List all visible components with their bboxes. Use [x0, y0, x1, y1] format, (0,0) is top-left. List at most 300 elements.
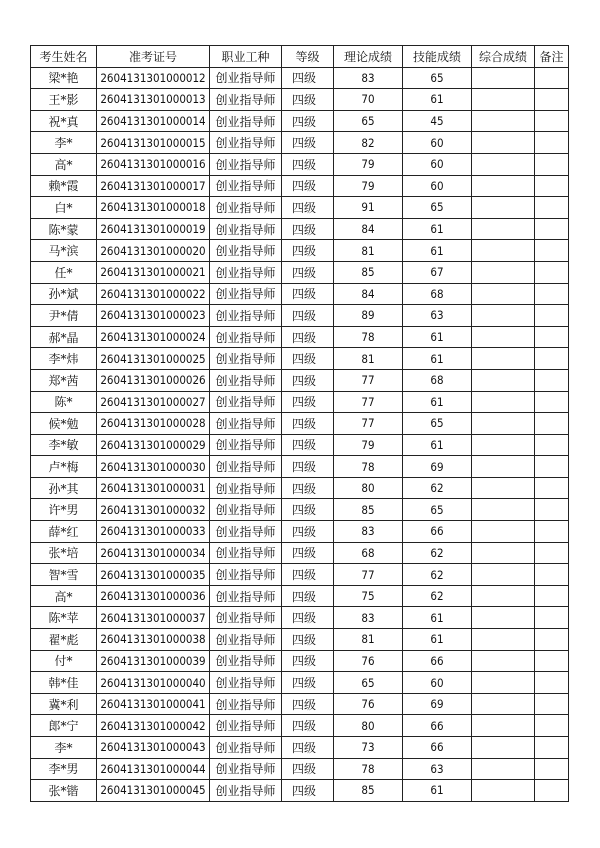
cell-remark: [535, 413, 569, 435]
cell-exam-id: 2604131301000016: [97, 153, 210, 175]
cell-name: 张*培: [31, 542, 97, 564]
cell-total-score: [472, 153, 535, 175]
cell-exam-id: 2604131301000039: [97, 650, 210, 672]
cell-skill-score: 68: [403, 283, 472, 305]
cell-remark: [535, 564, 569, 586]
cell-exam-id: 2604131301000015: [97, 132, 210, 154]
cell-name: 孙*其: [31, 477, 97, 499]
header-row: [31, 46, 569, 68]
cell-level: 四级: [282, 67, 334, 89]
cell-total-score: [472, 391, 535, 413]
cell-theory-score: 76: [334, 650, 403, 672]
cell-skill-score: 60: [403, 132, 472, 154]
cell-skill-score: 62: [403, 542, 472, 564]
header-name: 考生姓名: [31, 46, 97, 68]
cell-job: 创业指导师: [210, 434, 282, 456]
cell-exam-id: 2604131301000030: [97, 456, 210, 478]
cell-exam-id: 2604131301000026: [97, 369, 210, 391]
cell-name: 韩*佳: [31, 672, 97, 694]
table-row: [31, 780, 569, 802]
cell-skill-score: 61: [403, 326, 472, 348]
table-row: [31, 477, 569, 499]
cell-total-score: [472, 542, 535, 564]
cell-remark: [535, 650, 569, 672]
cell-remark: [535, 67, 569, 89]
cell-level: 四级: [282, 607, 334, 629]
cell-job: 创业指导师: [210, 585, 282, 607]
cell-job: 创业指导师: [210, 715, 282, 737]
table-row: [31, 175, 569, 197]
cell-skill-score: 63: [403, 305, 472, 327]
table-row: [31, 110, 569, 132]
cell-name: 李*男: [31, 758, 97, 780]
table-row: [31, 218, 569, 240]
cell-theory-score: 81: [334, 629, 403, 651]
cell-theory-score: 77: [334, 391, 403, 413]
table-row: [31, 715, 569, 737]
cell-exam-id: 2604131301000040: [97, 672, 210, 694]
cell-skill-score: 62: [403, 477, 472, 499]
cell-total-score: [472, 715, 535, 737]
cell-job: 创业指导师: [210, 780, 282, 802]
cell-level: 四级: [282, 197, 334, 219]
cell-level: 四级: [282, 542, 334, 564]
cell-skill-score: 61: [403, 218, 472, 240]
cell-remark: [535, 629, 569, 651]
cell-theory-score: 84: [334, 283, 403, 305]
cell-theory-score: 89: [334, 305, 403, 327]
cell-exam-id: 2604131301000013: [97, 89, 210, 111]
cell-total-score: [472, 456, 535, 478]
cell-exam-id: 2604131301000031: [97, 477, 210, 499]
cell-job: 创业指导师: [210, 672, 282, 694]
cell-remark: [535, 672, 569, 694]
cell-skill-score: 66: [403, 650, 472, 672]
cell-theory-score: 77: [334, 369, 403, 391]
cell-name: 智*雪: [31, 564, 97, 586]
cell-exam-id: 2604131301000012: [97, 67, 210, 89]
header-total: 综合成绩: [472, 46, 535, 68]
cell-exam-id: 2604131301000022: [97, 283, 210, 305]
cell-job: 创业指导师: [210, 629, 282, 651]
cell-skill-score: 68: [403, 369, 472, 391]
cell-name: 薛*红: [31, 521, 97, 543]
cell-exam-id: 2604131301000038: [97, 629, 210, 651]
cell-skill-score: 60: [403, 672, 472, 694]
cell-job: 创业指导师: [210, 693, 282, 715]
cell-level: 四级: [282, 348, 334, 370]
cell-name: 许*男: [31, 499, 97, 521]
table-row: [31, 758, 569, 780]
cell-remark: [535, 348, 569, 370]
cell-total-score: [472, 780, 535, 802]
cell-skill-score: 65: [403, 67, 472, 89]
cell-job: 创业指导师: [210, 413, 282, 435]
cell-skill-score: 65: [403, 499, 472, 521]
cell-level: 四级: [282, 261, 334, 283]
cell-skill-score: 67: [403, 261, 472, 283]
cell-skill-score: 66: [403, 737, 472, 759]
cell-remark: [535, 218, 569, 240]
cell-theory-score: 83: [334, 67, 403, 89]
score-table: [30, 45, 569, 802]
cell-exam-id: 2604131301000025: [97, 348, 210, 370]
table-row: [31, 283, 569, 305]
cell-skill-score: 66: [403, 521, 472, 543]
cell-level: 四级: [282, 413, 334, 435]
table-row: [31, 564, 569, 586]
table-row: [31, 348, 569, 370]
cell-level: 四级: [282, 89, 334, 111]
cell-remark: [535, 153, 569, 175]
table-row: [31, 672, 569, 694]
cell-remark: [535, 283, 569, 305]
cell-level: 四级: [282, 499, 334, 521]
table-row: [31, 629, 569, 651]
cell-skill-score: 61: [403, 780, 472, 802]
table-row: [31, 240, 569, 262]
cell-remark: [535, 780, 569, 802]
cell-job: 创业指导师: [210, 132, 282, 154]
cell-remark: [535, 456, 569, 478]
cell-level: 四级: [282, 629, 334, 651]
cell-theory-score: 81: [334, 348, 403, 370]
cell-total-score: [472, 477, 535, 499]
cell-level: 四级: [282, 391, 334, 413]
cell-total-score: [472, 348, 535, 370]
cell-skill-score: 61: [403, 434, 472, 456]
cell-total-score: [472, 413, 535, 435]
cell-exam-id: 2604131301000020: [97, 240, 210, 262]
cell-level: 四级: [282, 672, 334, 694]
cell-level: 四级: [282, 564, 334, 586]
cell-remark: [535, 585, 569, 607]
cell-name: 赖*霞: [31, 175, 97, 197]
cell-exam-id: 2604131301000043: [97, 737, 210, 759]
table-row: [31, 132, 569, 154]
cell-skill-score: 69: [403, 693, 472, 715]
cell-name: 冀*利: [31, 693, 97, 715]
table-row: [31, 650, 569, 672]
cell-name: 郝*晶: [31, 326, 97, 348]
cell-job: 创业指导师: [210, 218, 282, 240]
cell-job: 创业指导师: [210, 89, 282, 111]
cell-level: 四级: [282, 715, 334, 737]
cell-name: 孙*斌: [31, 283, 97, 305]
cell-skill-score: 60: [403, 153, 472, 175]
cell-remark: [535, 521, 569, 543]
cell-name: 陈*蒙: [31, 218, 97, 240]
cell-name: 李*: [31, 737, 97, 759]
cell-theory-score: 91: [334, 197, 403, 219]
cell-name: 马*滨: [31, 240, 97, 262]
cell-level: 四级: [282, 585, 334, 607]
cell-total-score: [472, 672, 535, 694]
cell-job: 创业指导师: [210, 521, 282, 543]
cell-total-score: [472, 521, 535, 543]
cell-level: 四级: [282, 153, 334, 175]
cell-theory-score: 76: [334, 693, 403, 715]
cell-total-score: [472, 110, 535, 132]
cell-job: 创业指导师: [210, 650, 282, 672]
cell-name: 卢*梅: [31, 456, 97, 478]
cell-level: 四级: [282, 175, 334, 197]
cell-total-score: [472, 326, 535, 348]
cell-total-score: [472, 218, 535, 240]
cell-remark: [535, 197, 569, 219]
cell-level: 四级: [282, 758, 334, 780]
cell-total-score: [472, 283, 535, 305]
cell-level: 四级: [282, 456, 334, 478]
cell-skill-score: 61: [403, 391, 472, 413]
cell-total-score: [472, 89, 535, 111]
cell-theory-score: 82: [334, 132, 403, 154]
cell-theory-score: 70: [334, 89, 403, 111]
cell-remark: [535, 391, 569, 413]
cell-job: 创业指导师: [210, 607, 282, 629]
table-row: [31, 369, 569, 391]
header-theory: 理论成绩: [334, 46, 403, 68]
cell-job: 创业指导师: [210, 240, 282, 262]
cell-name: 王*影: [31, 89, 97, 111]
cell-level: 四级: [282, 369, 334, 391]
cell-name: 高*: [31, 585, 97, 607]
cell-remark: [535, 240, 569, 262]
header-remark: 备注: [535, 46, 569, 68]
table-row: [31, 607, 569, 629]
cell-theory-score: 80: [334, 477, 403, 499]
cell-total-score: [472, 434, 535, 456]
cell-theory-score: 77: [334, 413, 403, 435]
cell-theory-score: 78: [334, 326, 403, 348]
cell-skill-score: 61: [403, 240, 472, 262]
cell-name: 陈*: [31, 391, 97, 413]
cell-job: 创业指导师: [210, 110, 282, 132]
cell-total-score: [472, 737, 535, 759]
cell-total-score: [472, 629, 535, 651]
cell-remark: [535, 477, 569, 499]
table-row: [31, 153, 569, 175]
table-row: [31, 413, 569, 435]
cell-skill-score: 61: [403, 348, 472, 370]
cell-exam-id: 2604131301000024: [97, 326, 210, 348]
cell-level: 四级: [282, 240, 334, 262]
cell-remark: [535, 110, 569, 132]
cell-job: 创业指导师: [210, 175, 282, 197]
table-row: [31, 67, 569, 89]
cell-skill-score: 65: [403, 413, 472, 435]
cell-level: 四级: [282, 110, 334, 132]
cell-name: 张*锴: [31, 780, 97, 802]
cell-name: 祝*真: [31, 110, 97, 132]
cell-total-score: [472, 585, 535, 607]
cell-level: 四级: [282, 305, 334, 327]
cell-total-score: [472, 758, 535, 780]
header-job: 职业工种: [210, 46, 282, 68]
cell-level: 四级: [282, 218, 334, 240]
table-row: [31, 261, 569, 283]
cell-exam-id: 2604131301000027: [97, 391, 210, 413]
cell-theory-score: 78: [334, 456, 403, 478]
cell-remark: [535, 305, 569, 327]
cell-skill-score: 61: [403, 607, 472, 629]
cell-total-score: [472, 564, 535, 586]
cell-exam-id: 2604131301000028: [97, 413, 210, 435]
cell-total-score: [472, 499, 535, 521]
cell-remark: [535, 758, 569, 780]
cell-skill-score: 61: [403, 629, 472, 651]
table-row: [31, 737, 569, 759]
cell-level: 四级: [282, 693, 334, 715]
cell-theory-score: 85: [334, 261, 403, 283]
cell-exam-id: 2604131301000021: [97, 261, 210, 283]
cell-level: 四级: [282, 283, 334, 305]
cell-theory-score: 84: [334, 218, 403, 240]
cell-remark: [535, 326, 569, 348]
cell-skill-score: 61: [403, 89, 472, 111]
cell-exam-id: 2604131301000045: [97, 780, 210, 802]
cell-remark: [535, 607, 569, 629]
cell-exam-id: 2604131301000032: [97, 499, 210, 521]
cell-skill-score: 62: [403, 564, 472, 586]
cell-job: 创业指导师: [210, 261, 282, 283]
cell-skill-score: 45: [403, 110, 472, 132]
cell-remark: [535, 89, 569, 111]
cell-level: 四级: [282, 132, 334, 154]
table-row: [31, 326, 569, 348]
table-row: [31, 391, 569, 413]
table-row: [31, 693, 569, 715]
cell-total-score: [472, 240, 535, 262]
cell-level: 四级: [282, 434, 334, 456]
cell-theory-score: 78: [334, 758, 403, 780]
cell-exam-id: 2604131301000037: [97, 607, 210, 629]
cell-total-score: [472, 261, 535, 283]
cell-theory-score: 79: [334, 153, 403, 175]
table-row: [31, 499, 569, 521]
cell-job: 创业指导师: [210, 197, 282, 219]
cell-name: 李*炜: [31, 348, 97, 370]
header-skill: 技能成绩: [403, 46, 472, 68]
cell-job: 创业指导师: [210, 369, 282, 391]
cell-remark: [535, 737, 569, 759]
cell-theory-score: 85: [334, 780, 403, 802]
cell-name: 尹*倩: [31, 305, 97, 327]
cell-exam-id: 2604131301000018: [97, 197, 210, 219]
cell-job: 创业指导师: [210, 283, 282, 305]
table-row: [31, 89, 569, 111]
cell-theory-score: 68: [334, 542, 403, 564]
cell-name: 翟*彪: [31, 629, 97, 651]
cell-remark: [535, 693, 569, 715]
cell-level: 四级: [282, 780, 334, 802]
cell-remark: [535, 434, 569, 456]
cell-total-score: [472, 175, 535, 197]
cell-theory-score: 73: [334, 737, 403, 759]
cell-exam-id: 2604131301000041: [97, 693, 210, 715]
cell-theory-score: 79: [334, 434, 403, 456]
cell-total-score: [472, 693, 535, 715]
cell-name: 白*: [31, 197, 97, 219]
cell-name: 任*: [31, 261, 97, 283]
cell-job: 创业指导师: [210, 564, 282, 586]
cell-job: 创业指导师: [210, 758, 282, 780]
cell-name: 陈*苹: [31, 607, 97, 629]
cell-name: 高*: [31, 153, 97, 175]
cell-exam-id: 2604131301000029: [97, 434, 210, 456]
cell-job: 创业指导师: [210, 67, 282, 89]
cell-name: 李*: [31, 132, 97, 154]
cell-job: 创业指导师: [210, 348, 282, 370]
cell-remark: [535, 542, 569, 564]
table-row: [31, 542, 569, 564]
header-level: 等级: [282, 46, 334, 68]
table-row: [31, 585, 569, 607]
cell-theory-score: 81: [334, 240, 403, 262]
cell-total-score: [472, 369, 535, 391]
cell-remark: [535, 499, 569, 521]
cell-theory-score: 85: [334, 499, 403, 521]
table-row: [31, 305, 569, 327]
cell-theory-score: 79: [334, 175, 403, 197]
cell-theory-score: 80: [334, 715, 403, 737]
cell-name: 郑*茜: [31, 369, 97, 391]
cell-remark: [535, 132, 569, 154]
table-row: [31, 434, 569, 456]
cell-skill-score: 62: [403, 585, 472, 607]
cell-total-score: [472, 607, 535, 629]
cell-theory-score: 65: [334, 110, 403, 132]
cell-name: 候*勉: [31, 413, 97, 435]
cell-remark: [535, 715, 569, 737]
cell-theory-score: 75: [334, 585, 403, 607]
cell-exam-id: 2604131301000042: [97, 715, 210, 737]
header-id: 准考证号: [97, 46, 210, 68]
cell-exam-id: 2604131301000033: [97, 521, 210, 543]
cell-job: 创业指导师: [210, 477, 282, 499]
cell-job: 创业指导师: [210, 499, 282, 521]
cell-job: 创业指导师: [210, 737, 282, 759]
cell-skill-score: 69: [403, 456, 472, 478]
cell-total-score: [472, 132, 535, 154]
table-row: [31, 521, 569, 543]
cell-theory-score: 77: [334, 564, 403, 586]
cell-skill-score: 65: [403, 197, 472, 219]
cell-skill-score: 60: [403, 175, 472, 197]
cell-name: 付*: [31, 650, 97, 672]
cell-exam-id: 2604131301000035: [97, 564, 210, 586]
cell-theory-score: 65: [334, 672, 403, 694]
cell-job: 创业指导师: [210, 153, 282, 175]
cell-exam-id: 2604131301000044: [97, 758, 210, 780]
cell-remark: [535, 175, 569, 197]
cell-total-score: [472, 197, 535, 219]
cell-level: 四级: [282, 737, 334, 759]
cell-skill-score: 63: [403, 758, 472, 780]
cell-total-score: [472, 67, 535, 89]
cell-total-score: [472, 305, 535, 327]
table-row: [31, 197, 569, 219]
cell-level: 四级: [282, 477, 334, 499]
cell-name: 郎*宁: [31, 715, 97, 737]
cell-exam-id: 2604131301000023: [97, 305, 210, 327]
cell-name: 李*敏: [31, 434, 97, 456]
cell-remark: [535, 261, 569, 283]
cell-total-score: [472, 650, 535, 672]
cell-exam-id: 2604131301000036: [97, 585, 210, 607]
cell-level: 四级: [282, 521, 334, 543]
cell-level: 四级: [282, 326, 334, 348]
